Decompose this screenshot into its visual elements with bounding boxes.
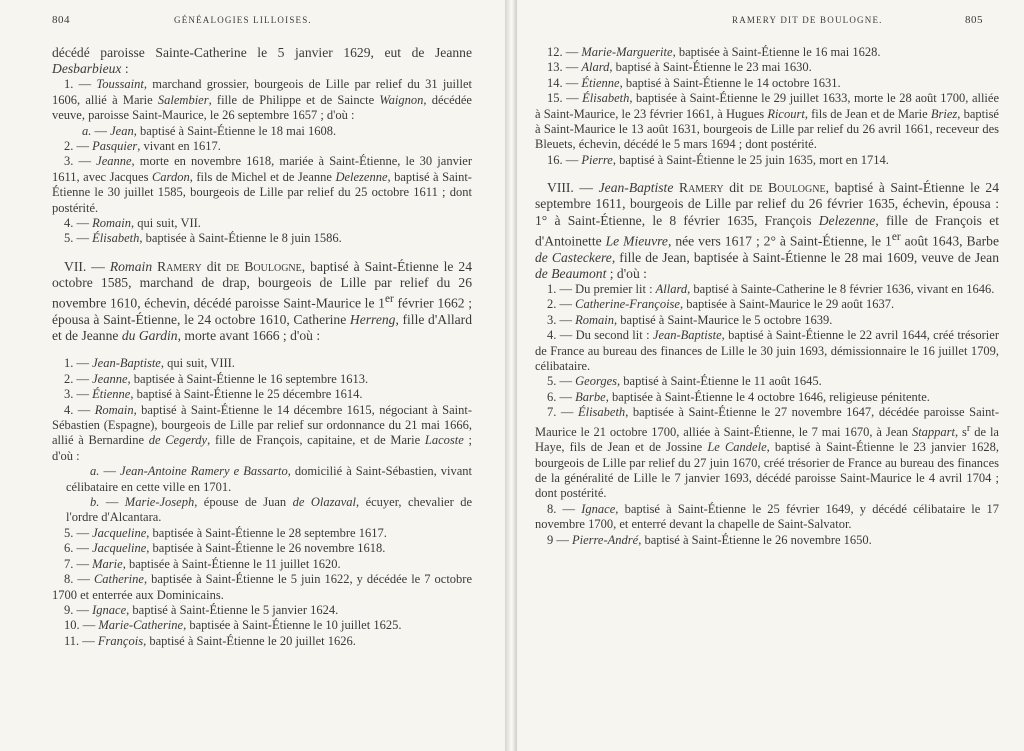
genealogy-entry: 2. — Catherine-Françoise, baptisée à Saint-Maurice le 29 août 1637. [547, 297, 895, 312]
genealogy-entry: 3. — Jeanne, morte en novembre 1618, mariée à Saint-Étienne, le 30 janvier 1611, avec Jacques Cardon, fils de Michel et de Jeanne Delezenne, baptisé à Saint-Étienne le 30 juillet 1585, bourgeois de Lille par relief du 25 octobre 1611 ; dont postérité. [52, 154, 472, 215]
genealogy-entry: 14. — Étienne, baptisé à Saint-Étienne le 14 octobre 1631. [547, 75, 841, 90]
genealogy-entry: 11. — François, baptisé à Saint-Étienne le 20 juillet 1626. [64, 633, 356, 648]
genealogy-entry: 3. — Romain, baptisé à Saint-Maurice le 5 octobre 1639. [547, 312, 833, 327]
genealogy-entry: VIII. — Jean-Baptiste Ramery dit de Boulogne, baptisé à Saint-Étienne le 24 septembre 1611, bourgeois de Lille par relief du 26 février 1635, échevin, épousa : 1° à Saint-Étienne, le 8 février 1635, François Delezenne, fille de François et d'Antoinette Le Mieuvre, née vers 1617 ; 2° à Saint-Étienne, le 1er août 1643, Barbe de Casteckere, fille de Jean, baptisée à Saint-Étienne le 28 mai 1609, veuve de Jean de Beaumont ; d'où : [535, 180, 999, 281]
genealogy-entry: 6. — Barbe, baptisée à Saint-Étienne le 4 octobre 1646, religieuse pénitente. [547, 389, 930, 404]
genealogy-entry: 6. — Jacqueline, baptisée à Saint-Étienne le 26 novembre 1618. [64, 541, 386, 556]
genealogy-entry: 1. — Toussaint, marchand grossier, bourgeois de Lille par relief du 31 juillet 1606, allié à Marie Salembier, fille de Philippe et de Saincte Waignon, décédée veuve, paroisse Saint-Maurice, le 26 septembre 1657 ; d'où : [52, 77, 472, 123]
genealogy-entry: 8. — Catherine, baptisée à Saint-Étienne le 5 juin 1622, y décédée le 7 octobre 1700 et enterrée aux Dominicains. [52, 572, 473, 602]
genealogy-entry: 5. — Georges, baptisé à Saint-Étienne le 11 août 1645. [547, 374, 822, 389]
right-page-text [535, 45, 999, 548]
genealogy-entry: 8. — Ignace, baptisé à Saint-Étienne le 25 février 1649, y décédé célibataire le 17 novembre 1700, et enterré devant la chapelle de Saint-Salvator. [535, 501, 1000, 532]
genealogy-entry: décédé paroisse Sainte-Catherine le 5 janvier 1629, eut de Jeanne Desbarbieux : [52, 45, 472, 77]
genealogy-entry: 2. — Jeanne, baptisée à Saint-Étienne le 16 septembre 1613. [64, 371, 369, 386]
page-number: 805 [965, 14, 983, 26]
genealogy-entry: 16. — Pierre, baptisé à Saint-Étienne le 25 juin 1635, mort en 1714. [547, 152, 889, 167]
page-number: 804 [52, 14, 70, 26]
genealogy-entry: 9. — Ignace, baptisé à Saint-Étienne le 5 janvier 1624. [64, 602, 339, 617]
left-page-text [52, 45, 472, 649]
genealogy-entry: 5. — Jacqueline, baptisée à Saint-Étienne le 28 septembre 1617. [64, 525, 387, 540]
genealogy-entry: 7. — Élisabeth, baptisée à Saint-Étienne le 27 novembre 1647, décédée paroisse Saint-Maurice le 21 octobre 1700, alliée à Saint-Étienne, le 7 mai 1670, à Jean Stappart, $s^r$ de la Haye, fils de Jean et de Jossine Le Candele, baptisé à Saint-Étienne le 23 janvier 1628, bourgeois de Lille par relief du 27 juin 1670, créé trésorier de France au bureau des finances de la généralité de Lille le 7 janvier 1693, décédé paroisse Saint-Maurice le 4 avril 1704 ; dont postérité. [535, 405, 999, 501]
genealogy-entry: 3. — Étienne, baptisé à Saint-Étienne le 25 décembre 1614. [64, 387, 363, 402]
genealogy-entry: 12. — Marie-Marguerite, baptisée à Saint-Étienne le 16 mai 1628. [547, 45, 881, 59]
genealogy-entry: b. — Marie-Joseph, épouse de Juan de Olazaval, écuyer, chevalier de l'ordre d'Alcantara. [66, 495, 473, 525]
running-head: GÉNÉALOGIES LILLOISES. [174, 15, 312, 25]
genealogy-entry: 10. — Marie-Catherine, baptisée à Saint-Étienne le 10 juillet 1625. [64, 618, 402, 633]
genealogy-entry: 13. — Alard, baptisé à Saint-Étienne le 23 mai 1630. [547, 60, 812, 75]
paragraph-gap [52, 247, 472, 259]
genealogy-entry: 15. — Élisabeth, baptisée à Saint-Étienne le 29 juillet 1633, morte le 28 août 1700, alliée à Saint-Maurice, le 23 février 1661, à Hugues Ricourt, fils de Jean et de Marie Briez, baptisé à Saint-Maurice le 13 août 1631, bourgeois de Lille par relief du 26 avril 1661, receveur des Bleuets, échevin, décédé le 5 mars 1694 ; dont postérité. [535, 91, 1000, 152]
right-page [517, 0, 1024, 751]
genealogy-entry: a. — Jean, baptisé à Saint-Étienne le 18 mai 1608. [82, 123, 337, 138]
genealogy-entry: 2. — Pasquier, vivant en 1617. [64, 139, 221, 154]
genealogy-entry: VII. — Romain Ramery dit de Boulogne, baptisé à Saint-Étienne le 24 octobre 1585, marchand de drap, bourgeois de Lille par relief du 26 novembre 1610, échevin, décédé paroisse Saint-Maurice le 1er février 1662 ; épousa à Saint-Étienne, le 24 octobre 1610, Catherine Herreng, fille d'Allard et de Jeanne du Gardin, morte avant 1666 ; d'où : [52, 258, 472, 344]
genealogy-entry: 9 — Pierre-André, baptisé à Saint-Étienne le 26 novembre 1650. [547, 532, 872, 547]
genealogy-entry: 4. — Romain, qui suit, VII. [64, 216, 201, 231]
genealogy-entry: 7. — Marie, baptisée à Saint-Étienne le 11 juillet 1620. [64, 556, 341, 571]
genealogy-entry: 5. — Élisabeth, baptisée à Saint-Étienne le 8 juin 1586. [64, 231, 342, 246]
genealogy-entry: 4. — Du second lit : Jean-Baptiste, baptisé à Saint-Étienne le 22 avril 1644, créé trésorier de France au bureau des finances de Lille le 30 juin 1693, démissionnaire le 16 juillet 1709, célibataire. [535, 328, 999, 374]
running-head: RAMERY DIT DE BOULOGNE. [732, 15, 883, 25]
genealogy-entry: 1. — Du premier lit : Allard, baptisé à Sainte-Catherine le 8 février 1636, vivant en 1646. [547, 282, 995, 296]
genealogy-entry: a. — Jean-Antoine Ramery e Bassarto, domicilié à Saint-Sébastien, vivant célibataire en cette ville en 1701. [66, 464, 473, 494]
genealogy-entry: 1. — Jean-Baptiste, qui suit, VIII. [64, 356, 235, 371]
paragraph-gap [535, 168, 999, 180]
genealogy-entry: 4. — Romain, baptisé à Saint-Étienne le 14 décembre 1615, négociant à Saint-Sébastien (Espagne), bourgeois de Lille par relief sur ordonnance du 21 mai 1666, allié à Bernardine de Cegerdy, fille de François, capitaine, et de Marie Lacoste ; d'où : [52, 402, 473, 463]
paragraph-gap [52, 344, 472, 356]
left-page [0, 0, 505, 751]
book-gutter [505, 0, 517, 751]
